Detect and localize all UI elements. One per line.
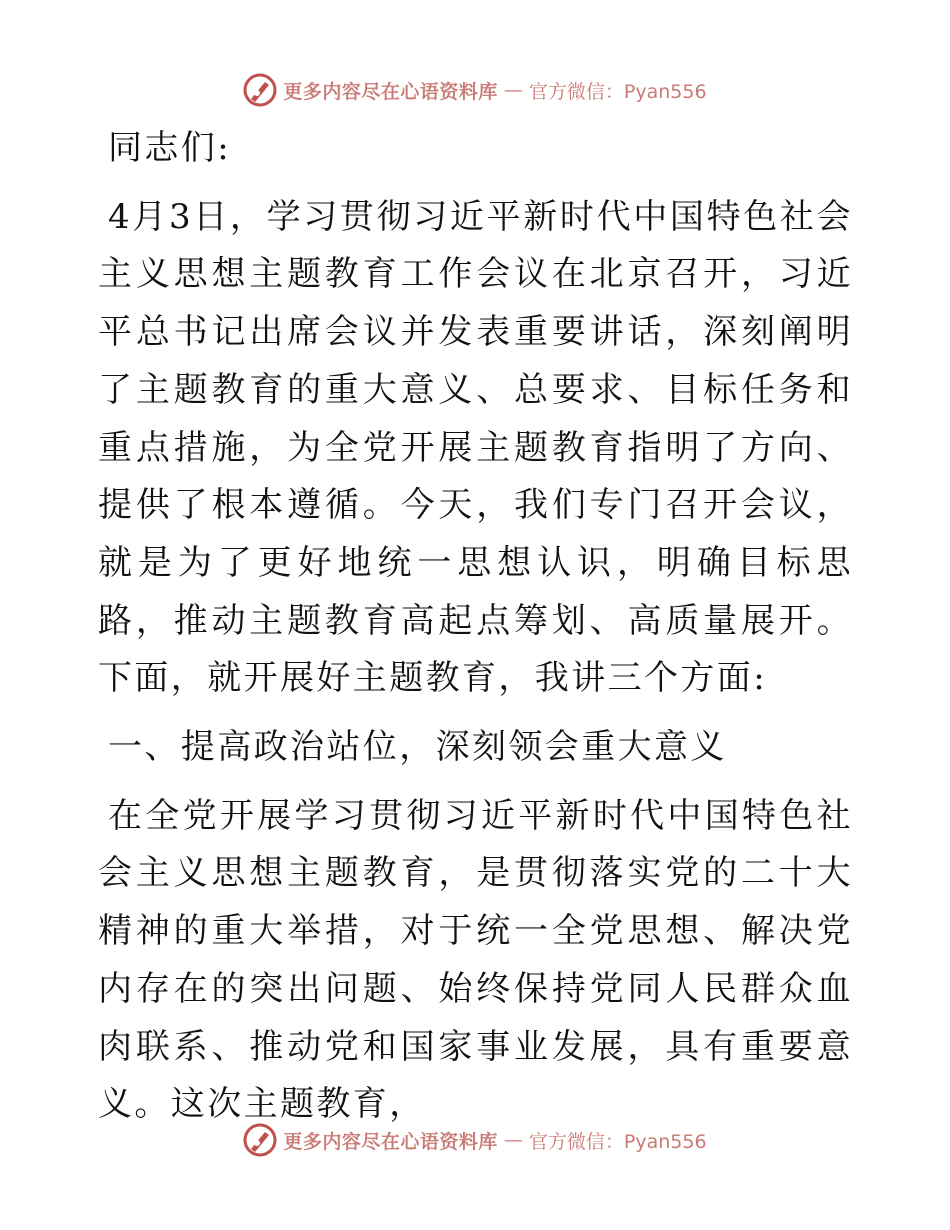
- watermark-wechat: 官方微信：Pyan556: [528, 80, 707, 103]
- footer-watermark: [0, 1120, 950, 1160]
- document-body: [98, 120, 853, 1145]
- paragraph-section-1: 在全党开展学习贯彻习近平新时代中国特色社会主义思想主题教育，是贯彻落实党的二十大精神的重大举措，对于统一全党思想、解决党内存在的突出问题、始终保持党同人民群众血肉联系、推动党和国家事业发展，具有重要意义。这次主题教育，: [98, 795, 853, 1125]
- watermark-dash: —: [503, 1129, 523, 1151]
- pen-logo-icon: [243, 73, 277, 107]
- watermark-brand: 更多内容尽在心语资料库: [283, 1130, 498, 1153]
- watermark-dash: —: [503, 79, 523, 101]
- header-watermark: [0, 70, 950, 110]
- section-heading-1: 一、提高政治站位，深刻领会重大意义: [108, 727, 727, 768]
- watermark-brand: 更多内容尽在心语资料库: [283, 80, 498, 103]
- pen-logo-icon: [243, 1123, 277, 1157]
- watermark-wechat: 官方微信：Pyan556: [528, 1130, 707, 1153]
- salutation: 同志们:: [108, 128, 232, 168]
- paragraph-intro: 4月3日，学习贯彻习近平新时代中国特色社会主义思想主题教育工作会议在北京召开，习近平总书记出席会议并发表重要讲话，深刻阐明了主题教育的重大意义、总要求、目标任务和重点措施，为全党开展主题教育指明了方向、提供了根本遵循。今天，我们专门召开会议，就是为了更好地统一思想认识，明确目标思路，推动主题教育高起点筹划、高质量展开。下面，就开展好主题教育，我讲三个方面:: [98, 196, 853, 699]
